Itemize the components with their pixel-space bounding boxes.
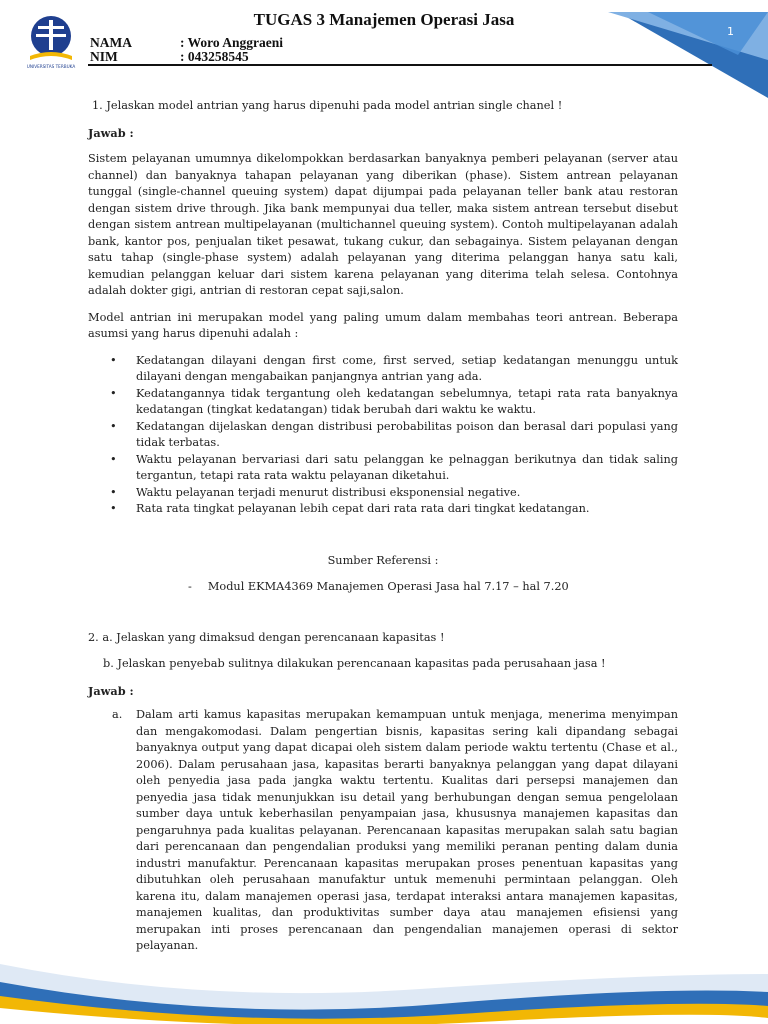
answer-2a-text: Dalam arti kamus kapasitas merupakan kemampuan untuk menjaga, menerima menyimpan dan mengakomodasi. Dalam pengertian bisnis, kapasitas sering kali dipandang sebagai banyaknya output yang dapat dicapai oleh sistem dalam periode waktu tertentu (Chase et al., 2006). Dalam perusahaan jasa, kapasitas berarti banyaknya pelanggan yang dapat dilayani oleh penyedia jasa pada jangka waktu tertentu. Kualitas dari persepsi manajemen dan penyedia jasa tidak menunjukkan isu detail yang berhubungan dengan semua pengelolaan sumber daya untuk keberhasilan penyampaian jasa, khususnya manajemen kapasitas dan pengaruhnya pada kualitas pelayanan. Perencanaan kapasitas merupakan salah satu bagian dari perencanaan dan pengendalian produksi yang memiliki peranan penting dalam dunia industri manufaktur. Perencanaan kapasitas merupakan proses penentuan kapasitas yang dibutuhkan oleh perusahaan manufaktur untuk memenuhi permintaan pelanggan. Oleh karena itu, dalam manajemen operasi jasa, terdapat interaksi antara manajemen kapasitas, manajemen kualitas, dan produktivitas sumber daya atau manajemen efisiensi yang merupakan inti proses perencanaan dan pengendalian manajemen operasi di sektor pelayanan. (136, 708, 678, 952)
list-item: • Kedatangan dijelaskan dengan distribusi perobabilitas poison dan berasal dari populasi yang tidak terbatas. (110, 419, 678, 449)
nim-value: : 043258545 (180, 49, 249, 64)
bullet-icon: • (110, 419, 117, 433)
bullet-icon: • (110, 502, 117, 515)
reference-title: Sumber Referensi : (327, 553, 439, 567)
header-divider (88, 64, 712, 66)
answer-heading-1: Jawab : (88, 125, 134, 140)
nim-label: NIM (90, 49, 118, 64)
assumption-list (88, 353, 678, 518)
list-item: • Kedatangan dilayani dengan first come, first served, setiap kedatangan menunggu untuk dilayani dengan mengabaikan panjangnya antrian yang ada. (110, 353, 678, 383)
bullet-icon: • (110, 485, 117, 499)
reference-item: - Modul EKMA4369 Manajemen Operasi Jasa hal 7.17 – hal 7.20 (188, 580, 569, 593)
bullet-icon: • (110, 386, 117, 400)
answer-2a-marker: a. (112, 708, 123, 721)
nim-row (90, 49, 249, 65)
document-title: TUGAS 3 Manajemen Operasi Jasa (253, 10, 515, 29)
question-1: 1. Jelaskan model antrian yang harus dipenuhi pada model antrian single chanel ! (92, 99, 563, 112)
answer-heading-2: Jawab : (88, 683, 134, 698)
bullet-icon: • (110, 452, 117, 466)
answer-2a (88, 707, 678, 955)
footer-wave-decoration (0, 934, 768, 1024)
list-item: • Waktu pelayanan terjadi menurut distribusi eksponensial negative. (88, 485, 678, 502)
name-label: NAMA (90, 35, 132, 50)
question-2b: b. Jelaskan penyebab sulitnya dilakukan perencanaan kapasitas pada perusahaan jasa ! (103, 657, 606, 670)
name-value: : Woro Anggraeni (180, 35, 284, 50)
document-body (88, 98, 678, 955)
list-item: • Rata rata tingkat pelayanan lebih cepat dari rata rata dari tingkat kedatangan. (88, 501, 678, 518)
page-number: 1 (727, 25, 734, 38)
svg-text:UNIVERSITAS TERBUKA: UNIVERSITAS TERBUKA (26, 64, 76, 69)
question-2a: 2. a. Jelaskan yang dimaksud dengan perencanaan kapasitas ! (88, 630, 445, 644)
list-item: • Waktu pelayanan bervariasi dari satu pelanggan ke pelnaggan berikutnya dan tidak saling tergantun, tetapi rata rata waktu pelayanan diketahui. (110, 452, 678, 482)
answer-1-paragraph-1: Sistem pelayanan umumnya dikelompokkan berdasarkan banyaknya pemberi pelayanan (server atau channel) dan banyaknya tahapan pelayanan yang diberikan (phase). Sistem antrean pelayanan tunggal (single-channel queuing system) dapat dijumpai pada pelayanan teller bank atau restoran dengan sistem drive through. Jika bank mempunyai dua teller, maka sistem antrean tersebut disebut dengan sistem antrean multipelayanan (multichannel queuing system). Contoh multipelayanan adalah bank, kantor pos, penjualan tiket pesawat, tukang cukur, dan sebagainya. Sistem pelayanan dengan satu tahap (single-phase system) adalah pelayanan yang diterima pelanggan hanya satu kali, kemudian pelanggan keluar dari sistem karena pelayanan yang diterima telah selesa. Contohnya adalah dokter gigi, antrian di restoran cepat saji,salon. (88, 152, 678, 297)
bullet-icon: • (110, 353, 117, 367)
answer-1-paragraph-2: Model antrian ini merupakan model yang paling umum dalam membahas teori antrean. Beberapa asumsi yang harus dipenuhi adalah : (88, 310, 678, 340)
list-item: • Kedatangannya tidak tergantung oleh kedatangan sebelumnya, tetapi rata rata banyaknya kedatangan (tingkat kedatangan) tidak berubah dari waktu ke waktu. (110, 386, 678, 416)
